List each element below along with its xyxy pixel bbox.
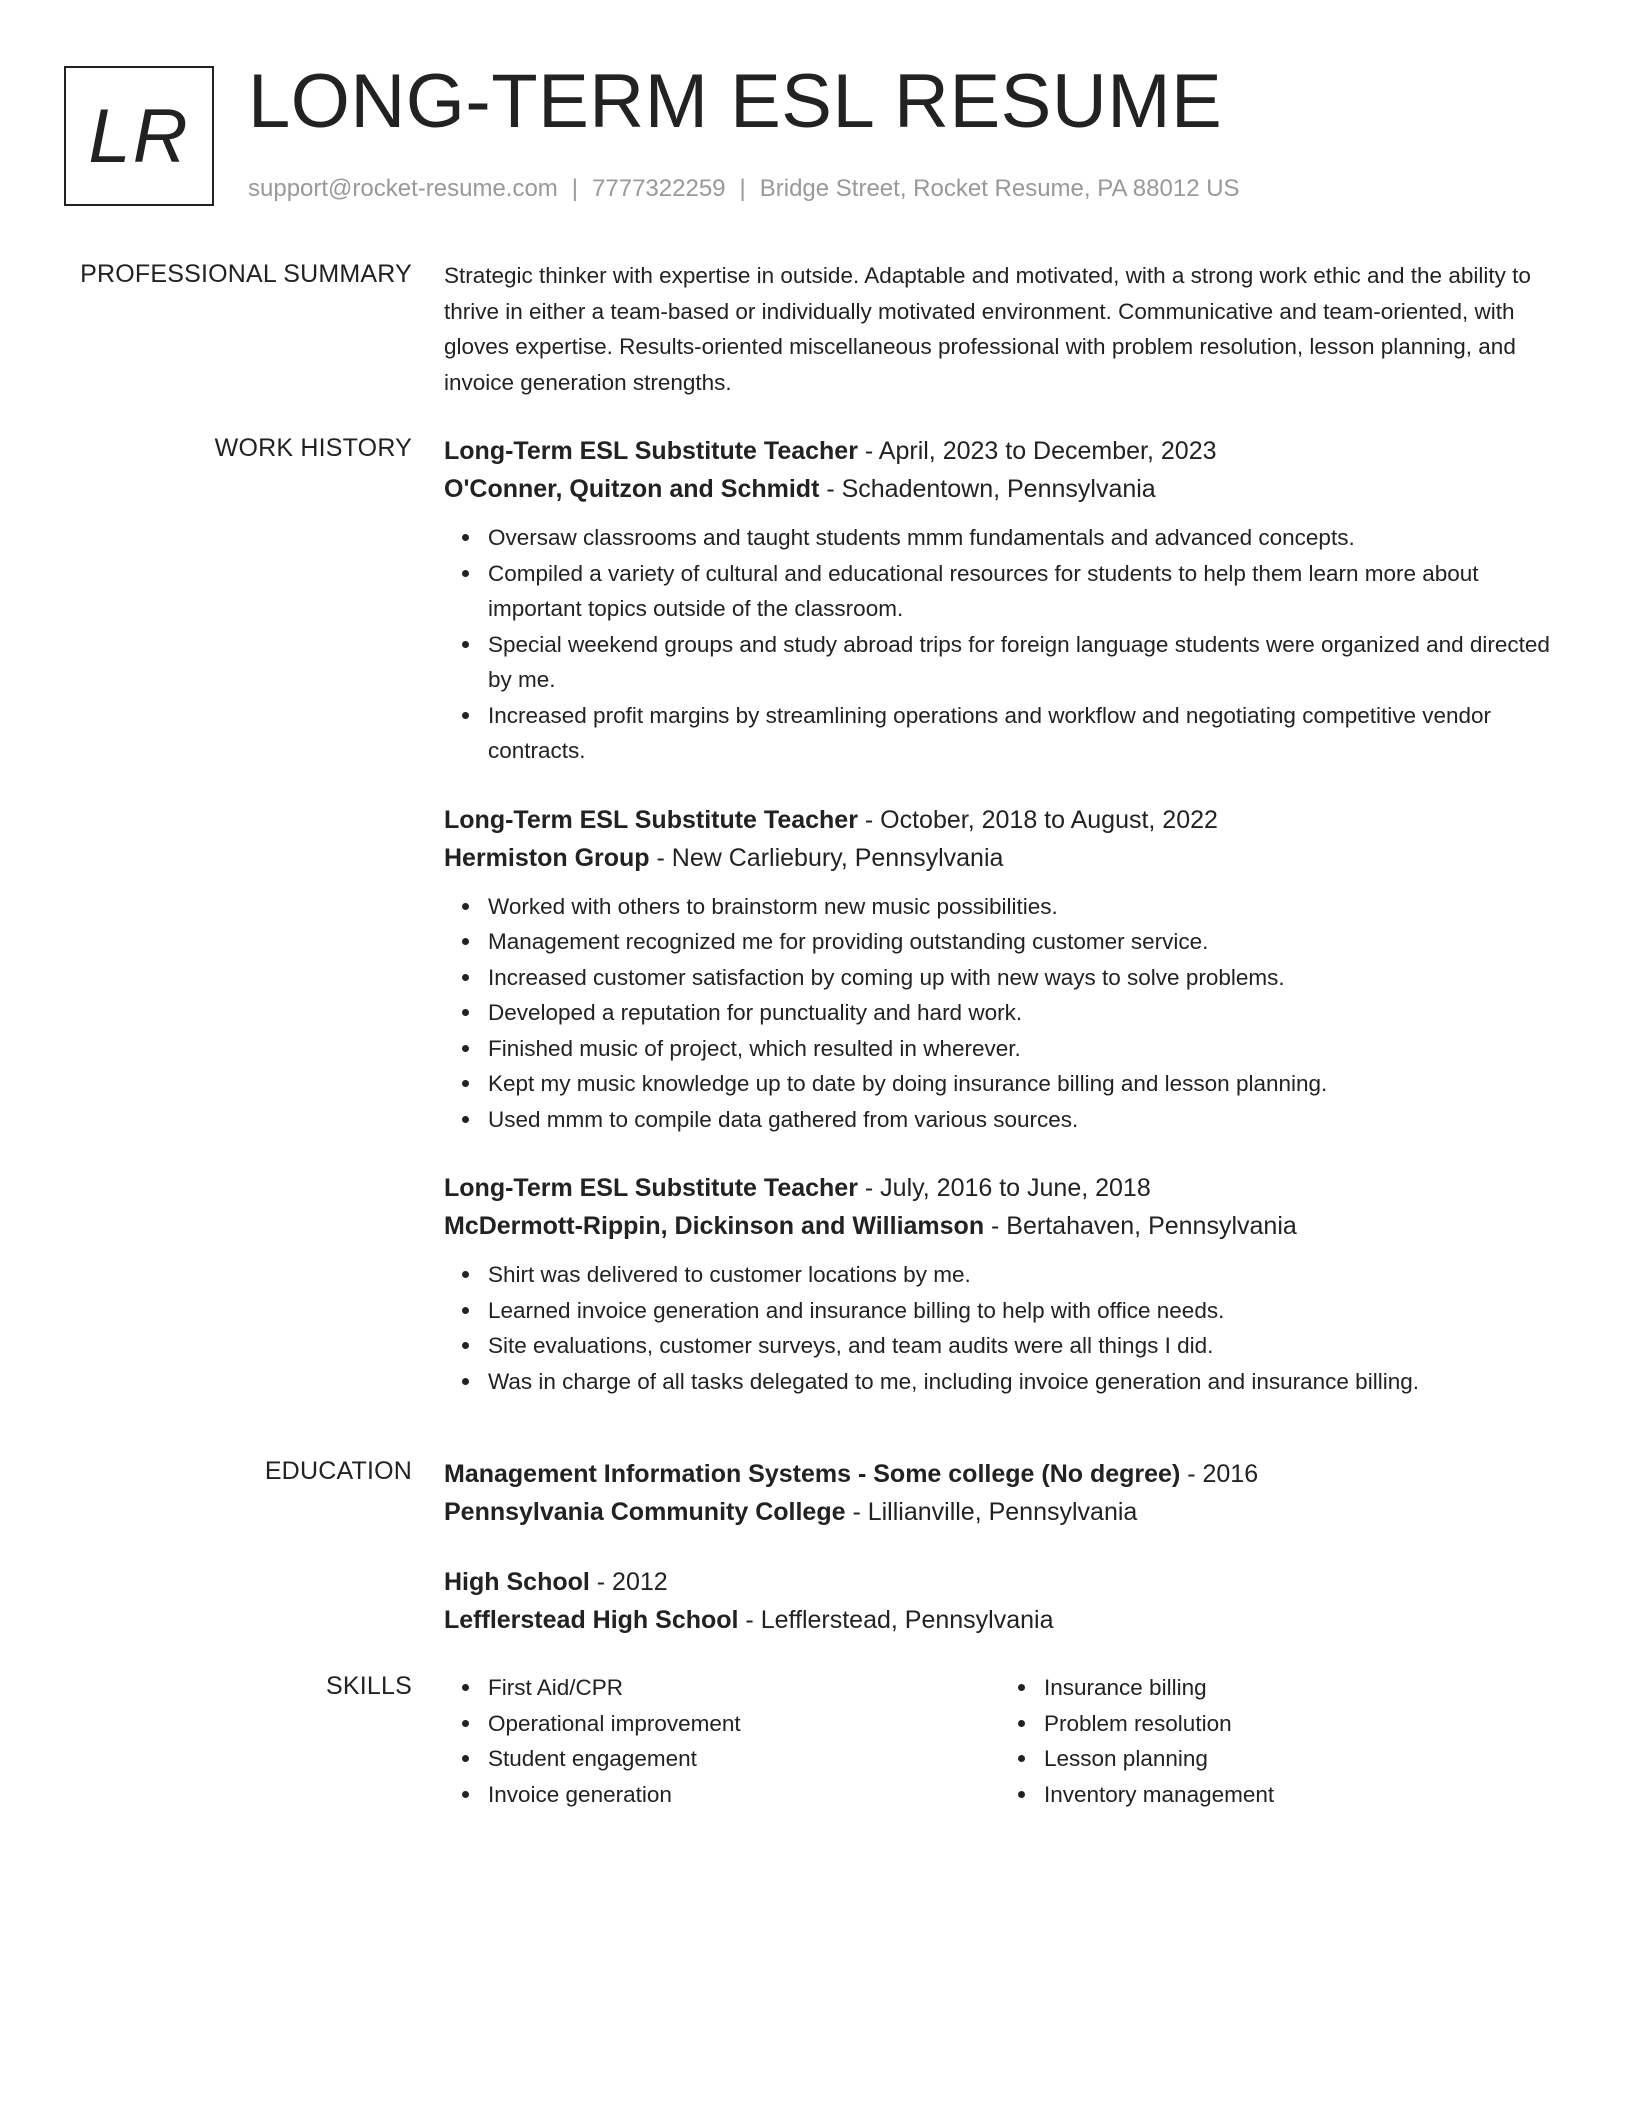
job-bullets <box>444 1257 1556 1399</box>
contact-address: Bridge Street, Rocket Resume, PA 88012 US <box>759 175 1240 202</box>
job-bullet: Oversaw classrooms and taught students mmm fundamentals and advanced concepts. <box>488 520 1556 556</box>
job-bullet: Finished music of project, which resulted in wherever. <box>488 1031 1556 1067</box>
skill-item: Student engagement <box>488 1741 1000 1777</box>
job-company-line <box>444 470 1556 508</box>
job-bullet: Kept my music knowledge up to date by doing insurance billing and lesson planning. <box>488 1066 1556 1102</box>
job-bullet: Increased profit margins by streamlining operations and workflow and negotiating competitive vendor contracts. <box>488 698 1556 769</box>
job-bullets <box>444 520 1556 769</box>
skill-item: Insurance billing <box>1044 1670 1556 1706</box>
education-degree-line <box>444 1563 1556 1601</box>
skill-item: First Aid/CPR <box>488 1670 1000 1706</box>
education-location: - Lefflerstead, Pennsylvania <box>738 1606 1054 1634</box>
education-school: Pennsylvania Community College <box>444 1498 846 1526</box>
education-degree: High School <box>444 1568 590 1596</box>
job-bullet: Learned invoice generation and insurance billing to help with office needs. <box>488 1293 1556 1329</box>
job-company: O'Conner, Quitzon and Schmidt <box>444 475 820 503</box>
contact-separator: | <box>571 175 579 202</box>
work-history-body <box>444 432 1556 1431</box>
section-title-skills: SKILLS <box>326 1672 412 1700</box>
summary-text: Strategic thinker with expertise in outside. Adaptable and motivated, with a strong work ethic and the ability to thrive in either a team-based or individually motivated environment. Communicative and team-oriented, with gloves expertise. Results-oriented miscellaneous professional with problem resolution, lesson planning, and invoice generation strengths. <box>444 263 1531 395</box>
job-location: - Schadentown, Pennsylvania <box>819 475 1156 503</box>
job-bullet: Worked with others to brainstorm new music possibilities. <box>488 889 1556 925</box>
skill-item: Inventory management <box>1044 1777 1556 1813</box>
job-role: Long-Term ESL Substitute Teacher <box>444 437 858 465</box>
contact-separator: | <box>739 175 746 202</box>
job-entry <box>444 1169 1556 1399</box>
job-bullet: Developed a reputation for punctuality and hard work. <box>488 995 1556 1031</box>
job-dates: - July, 2016 to June, 2018 <box>857 1174 1151 1202</box>
job-bullet: Special weekend groups and study abroad trips for foreign language students were organized and directed by me. <box>488 627 1556 698</box>
education-degree: Management Information Systems - Some college (No degree) <box>444 1460 1181 1488</box>
job-company-line <box>444 839 1556 877</box>
education-degree-line <box>444 1455 1556 1493</box>
section-title-work-history: WORK HISTORY <box>214 434 412 462</box>
job-location: - New Carliebury, Pennsylvania <box>649 843 1004 872</box>
education-school: Lefflerstead High School <box>444 1606 739 1634</box>
monogram-initials: LR <box>88 93 190 179</box>
skill-item: Lesson planning <box>1044 1741 1556 1777</box>
job-location: - Bertahaven, Pennsylvania <box>984 1212 1297 1240</box>
skill-item: Invoice generation <box>488 1777 1000 1813</box>
skills-grid <box>444 1670 1556 1812</box>
job-dates: - October, 2018 to August, 2022 <box>857 805 1218 834</box>
section-title-education: EDUCATION <box>264 1457 412 1485</box>
skills-body <box>444 1670 1556 1812</box>
job-entry <box>444 801 1556 1138</box>
job-bullet: Management recognized me for providing outstanding customer service. <box>488 924 1556 960</box>
contact-email: support@rocket-resume.com <box>248 175 558 202</box>
job-dates: - April, 2023 to December, 2023 <box>857 437 1217 465</box>
education-year: - 2016 <box>1180 1460 1259 1488</box>
education-school-line <box>444 1601 1556 1639</box>
job-role-line <box>444 432 1556 470</box>
monogram-badge <box>64 66 214 206</box>
education-location: - Lillianville, Pennsylvania <box>845 1498 1138 1526</box>
skills-column-left <box>444 1670 1000 1812</box>
job-bullet: Site evaluations, customer surveys, and team audits were all things I did. <box>488 1328 1556 1364</box>
job-company-line <box>444 1207 1556 1245</box>
job-bullet: Used mmm to compile data gathered from various sources. <box>488 1102 1556 1138</box>
job-bullets <box>444 889 1556 1138</box>
job-bullet: Compiled a variety of cultural and educational resources for students to help them learn more about important topics outside of the classroom. <box>488 556 1556 627</box>
resume-title: LONG-TERM ESL RESUME <box>248 59 1223 144</box>
section-title-summary: PROFESSIONAL SUMMARY <box>80 260 412 288</box>
education-entry <box>444 1455 1556 1531</box>
education-body <box>444 1455 1556 1671</box>
summary-body <box>444 258 1556 400</box>
education-year: - 2012 <box>589 1568 668 1596</box>
job-bullet: Increased customer satisfaction by coming up with new ways to solve problems. <box>488 960 1556 996</box>
job-bullet: Was in charge of all tasks delegated to me, including invoice generation and insurance billing. <box>488 1364 1556 1400</box>
contact-line <box>248 174 1240 204</box>
job-company: Hermiston Group <box>444 843 650 872</box>
education-entry <box>444 1563 1556 1639</box>
job-bullet: Shirt was delivered to customer locations by me. <box>488 1257 1556 1293</box>
skill-item: Operational improvement <box>488 1706 1000 1742</box>
job-company: McDermott-Rippin, Dickinson and Williamson <box>444 1212 985 1240</box>
skill-item: Problem resolution <box>1044 1706 1556 1742</box>
education-school-line <box>444 1493 1556 1531</box>
job-role-line <box>444 801 1556 839</box>
job-role-line <box>444 1169 1556 1207</box>
job-entry <box>444 432 1556 769</box>
job-role: Long-Term ESL Substitute Teacher <box>444 805 858 834</box>
job-role: Long-Term ESL Substitute Teacher <box>444 1174 858 1202</box>
skills-column-right <box>1000 1670 1556 1812</box>
contact-phone: 7777322259 <box>592 175 726 202</box>
